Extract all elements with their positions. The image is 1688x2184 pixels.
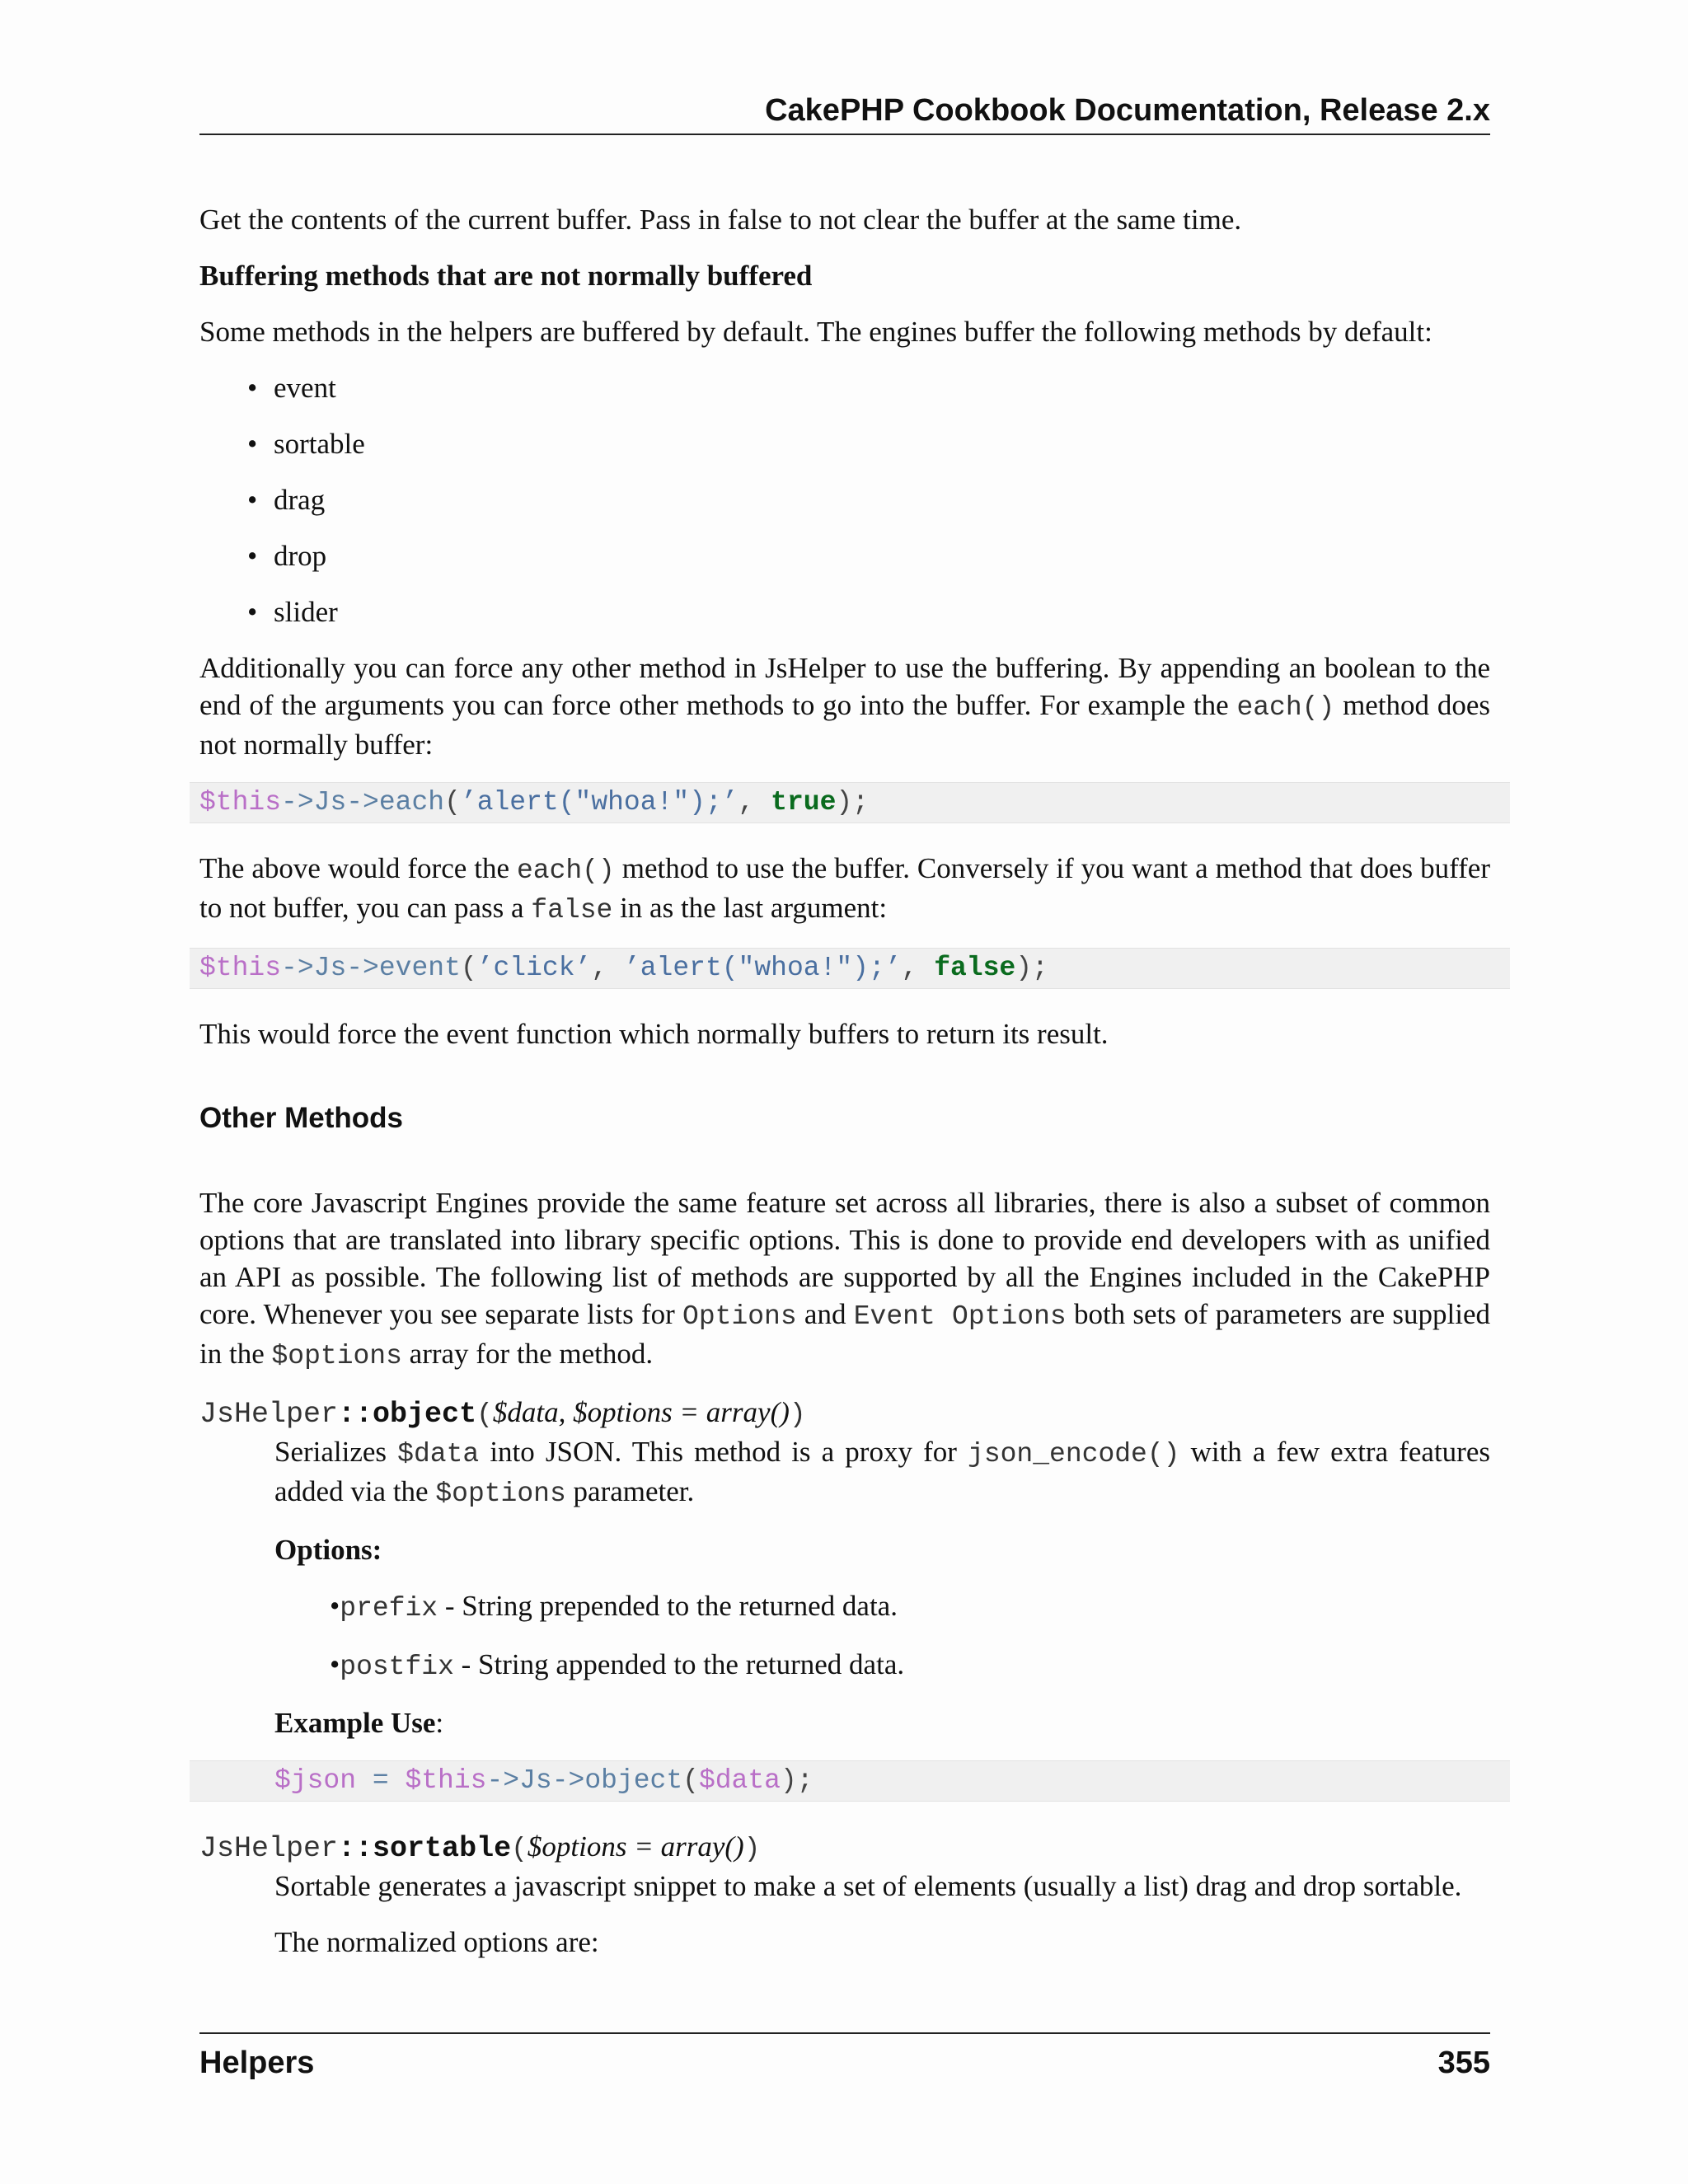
engines-paragraph: The core Javascript Engines provide the same feature set across all libraries, there is also a subset of common options that are translated into library specific options. This is done to provide end developers with as unified an API as possible. The following list of methods are supported by all the Engines included in the CakePHP core. Whenever you see separate lists for Options and Event Options both sets of parameters are supplied in the $options array for the method. <box>199 1187 1490 1371</box>
bullet-icon: • <box>247 596 258 628</box>
method-object <box>199 1394 1490 1802</box>
code-block-each: $this->Js->each(’alert("whoa!");’, true); <box>190 782 1510 823</box>
bullet-icon: • <box>330 1590 340 1622</box>
page-number: 355 <box>1437 2046 1490 2080</box>
section-subheading: Buffering methods that are not normally buffered <box>199 260 813 292</box>
buffered-methods-list <box>199 369 1490 630</box>
list-item: • slider <box>247 593 1490 630</box>
section-heading-other-methods: Other Methods <box>199 1102 403 1134</box>
default-buffered-text: Some methods in the helpers are buffered by default. The engines buffer the following methods by default: <box>199 316 1432 348</box>
bullet-icon: • <box>247 540 258 572</box>
inline-code: each() <box>1236 692 1335 723</box>
options-label: Options: <box>274 1534 382 1566</box>
header-title: CakePHP Cookbook Documentation, Release 2.x <box>765 93 1490 128</box>
buffer-description: Get the contents of the current buffer. Pass in false to not clear the buffer at the same time. <box>199 204 1242 236</box>
list-item: • sortable <box>247 425 1490 462</box>
running-footer <box>199 2032 1490 2083</box>
code-block-event: $this->Js->event(’click’, ’alert("whoa!");’, false); <box>190 948 1510 989</box>
list-item: • drop <box>247 537 1490 574</box>
bullet-icon: • <box>247 372 258 404</box>
would-force-paragraph: This would force the event function which normally buffers to return its result. <box>199 1018 1109 1050</box>
inline-code: $options <box>271 1341 402 1371</box>
method-signature: JsHelper::sortable($options = array()) <box>199 1830 761 1865</box>
list-item: • event <box>247 369 1490 406</box>
inline-code: each() <box>516 855 615 886</box>
method-sortable <box>199 1828 1490 1961</box>
method-summary: Serializes $data into JSON. This method is a proxy for json_encode() with a few extra features added via the $options parameter. <box>274 1436 1490 1509</box>
method-description <box>274 1868 1490 1961</box>
inline-code: Options <box>682 1301 797 1332</box>
normalized-options-text: The normalized options are: <box>274 1926 599 1958</box>
method-summary: Sortable generates a javascript snippet to make a set of elements (usually a list) drag and drop sortable. <box>274 1870 1462 1902</box>
force-buffer-paragraph: Additionally you can force any other method in JsHelper to use the buffering. By appending an boolean to the end of the arguments you can force other methods to go into the buffer. For example the each() method does not normally buffer: <box>199 652 1490 761</box>
bullet-icon: • <box>247 484 258 516</box>
running-header <box>199 89 1490 135</box>
code-block-object: $json = $this->Js->object($data); <box>190 1760 1510 1802</box>
footer-section: Helpers <box>199 2046 315 2080</box>
options-list <box>274 1587 1490 1685</box>
bullet-icon: • <box>330 1648 340 1680</box>
inline-code: false <box>531 895 613 926</box>
method-description <box>274 1433 1490 1741</box>
inline-code: Event Options <box>853 1301 1067 1332</box>
method-signature: JsHelper::object($data, $options = array()) <box>199 1396 806 1431</box>
list-item: •postfix - String appended to the returned data. <box>330 1648 905 1682</box>
list-item: • drag <box>247 481 1490 518</box>
list-item: •prefix - String prepended to the returned data. <box>330 1590 898 1624</box>
example-label: Example Use: <box>274 1707 444 1739</box>
page-content <box>199 201 1490 1980</box>
bullet-icon: • <box>247 428 258 460</box>
above-force-paragraph: The above would force the each() method to use the buffer. Conversely if you want a method that does buffer to not buffer, you can pass a false in as the last argument: <box>199 852 1490 926</box>
